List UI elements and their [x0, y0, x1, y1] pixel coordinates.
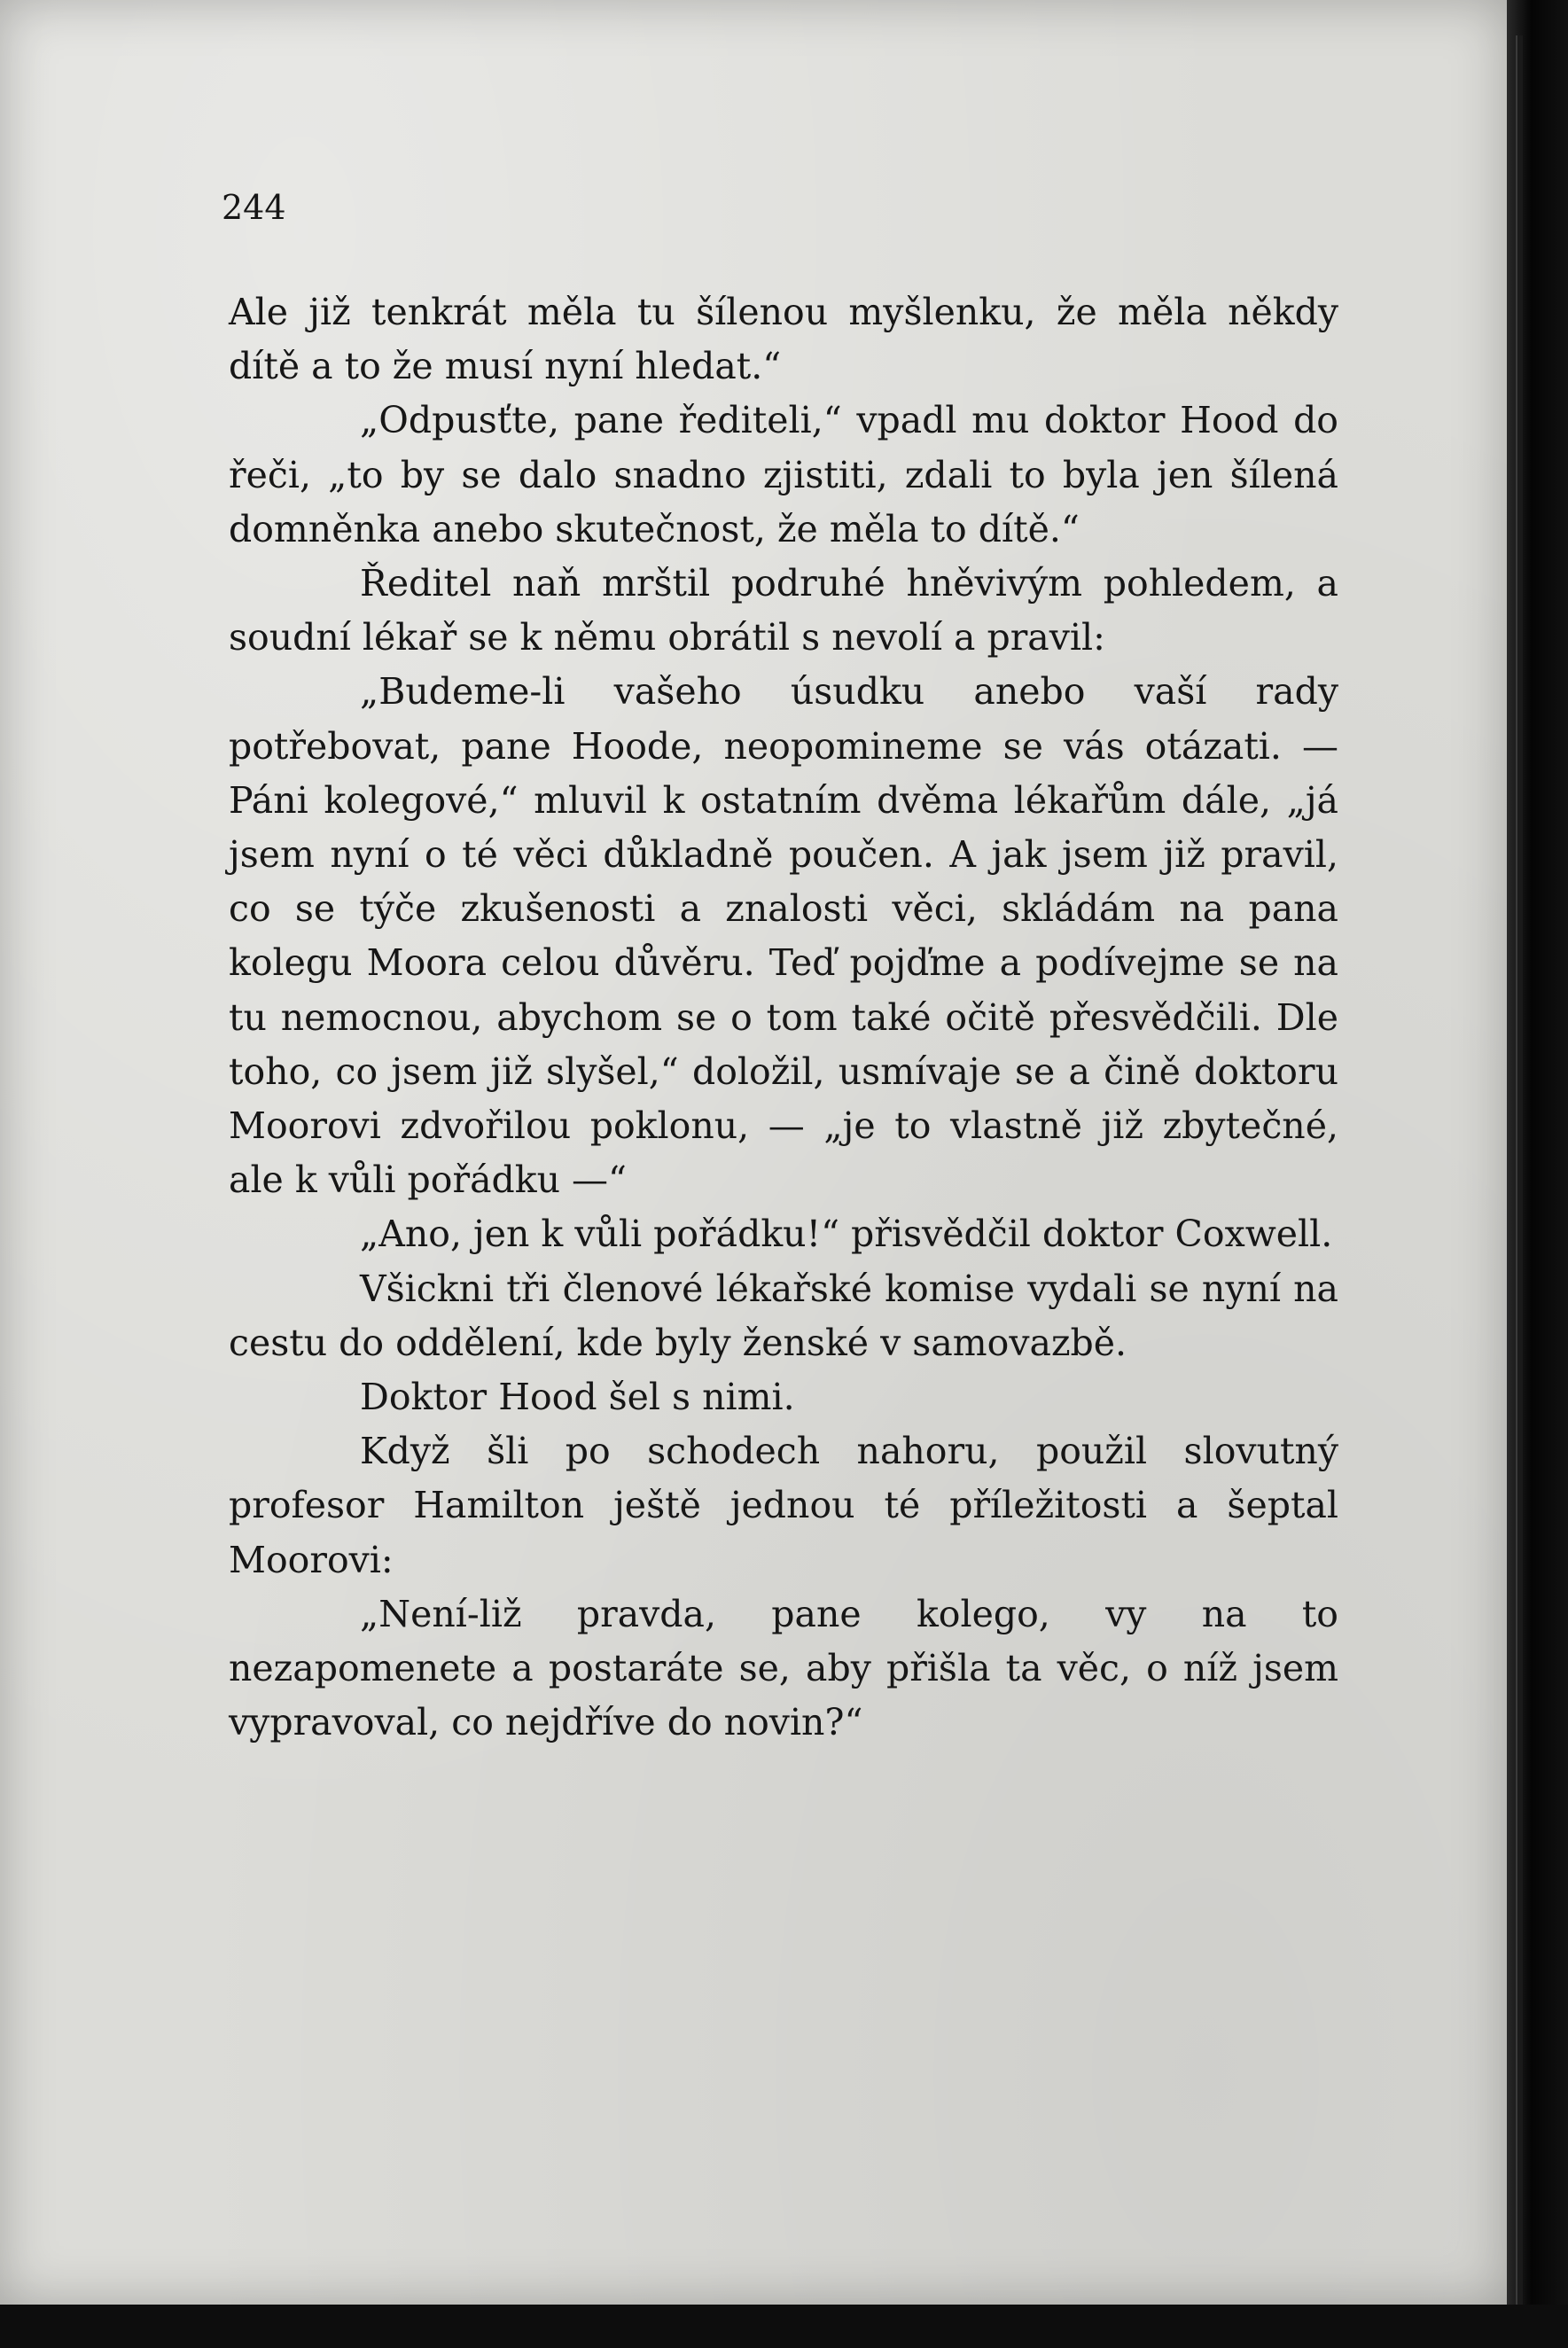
- paragraph-6: Všickni tři členové lékařské komise vydali se nyní na cestu do oddělení, kde byly ženské v samovazbě.: [229, 1267, 1338, 1364]
- paragraph-8: Když šli po schodech nahoru, použil slovutný profesor Hamilton ještě jednou té příležitosti a šeptal Moorovi:: [229, 1430, 1338, 1581]
- paragraph-7: Doktor Hood šel s nimi.: [360, 1376, 795, 1419]
- book-spine-line: [1516, 35, 1523, 2305]
- body-text: [229, 285, 1338, 1750]
- bottom-edge-shadow: [0, 2305, 1568, 2348]
- paragraph-1: Ale již tenkrát měla tu šílenou myšlenku, že měla někdy dítě a to že musí nyní hledat.“: [229, 291, 1338, 388]
- paragraph-9: „Není-liž pravda, pane kolego, vy na to nezapomenete a postaráte se, aby přišla ta věc, o níž jsem vypravoval, co nejdříve do novin?“: [229, 1592, 1338, 1744]
- paragraph-4: „Budeme-li vašeho úsudku anebo vaší rady potřebovat, pane Hoode, neopomineme se vás otázati. — Páni kolegové,“ mluvil k ostatním dvěma lékařům dále, „já jsem nyní o té věci důkladně poučen. A jak jsem již pravil, co se týče zkušenosti a znalosti věci, skládám na pana kolegu Moora celou důvěru. Teď pojďme a podívejme se na tu nemocnou, abychom se o tom také očitě přesvědčili. Dle toho, co jsem již slyšel,“ doložil, usmívaje se a čině doktoru Moorovi zdvořilou poklonu, — „je to vlastně již zbytečné, ale k vůli pořádku —“: [229, 670, 1338, 1202]
- paragraph-2: „Odpusťte, pane řediteli,“ vpadl mu doktor Hood do řeči, „to by se dalo snadno zjistiti, zdali to byla jen šílená domněnka anebo skutečnost, že měla to dítě.“: [229, 399, 1338, 550]
- page-number: 244: [222, 188, 286, 227]
- paragraph-5: „Ano, jen k vůli pořádku!“ přisvědčil doktor Coxwell.: [360, 1213, 1333, 1256]
- paragraph-3: Ředitel naň mrštil podruhé hněvivým pohledem, a soudní lékař se k němu obrátil s nevolí a pravil:: [229, 562, 1338, 659]
